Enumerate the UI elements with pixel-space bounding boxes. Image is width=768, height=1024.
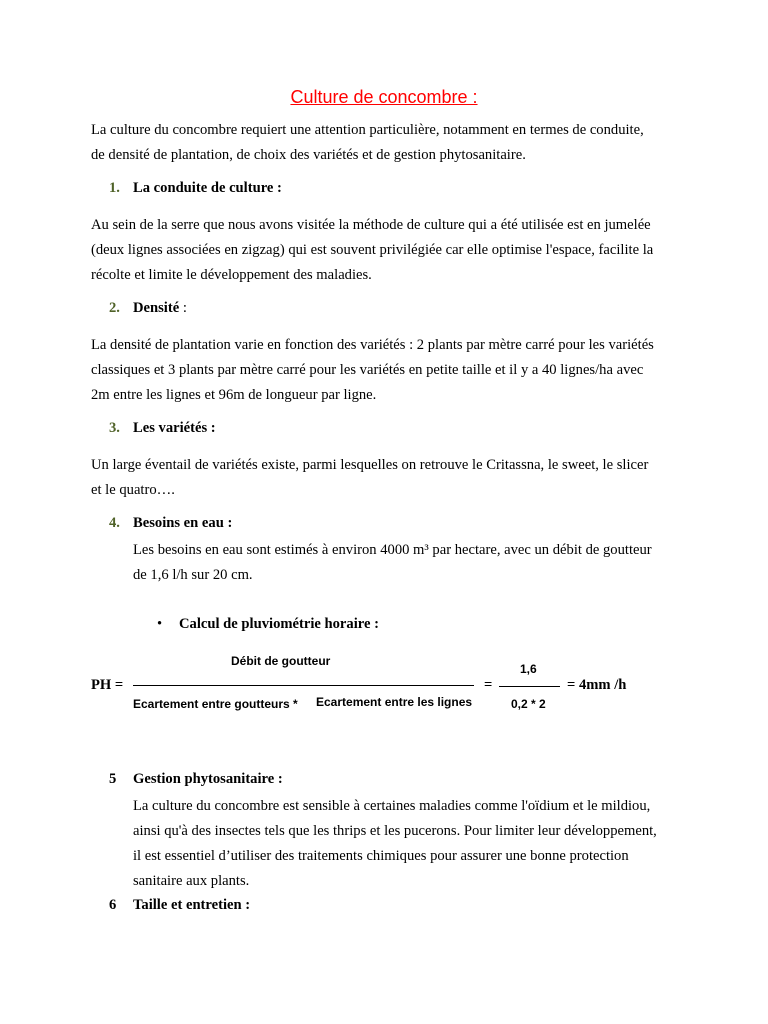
section-4-number: 4. — [109, 515, 120, 531]
section-2-number: 2. — [109, 300, 120, 316]
section-1-label: La conduite de culture : — [133, 180, 282, 196]
section-3-label: Les variétés : — [133, 420, 216, 436]
formula-value-numerator: 1,6 — [520, 662, 537, 676]
section-5-text: La culture du concombre est sensible à certaines maladies comme l'oïdium et le mildiou, ainsi qu'à des insectes tels que les thrips et les pucerons. Pour limiter leur développement, il est essentiel d’utiliser des traitements chimiques pour assurer une bonne protection sanitaire aux plants. — [133, 798, 657, 889]
pluviometry-bullet — [157, 616, 379, 633]
section-4-heading — [109, 515, 232, 532]
formula-result: = 4mm /h — [567, 677, 627, 693]
section-5-heading — [109, 771, 283, 788]
section-2-colon: : — [179, 300, 187, 316]
formula-equals: = — [484, 677, 493, 693]
formula-fraction-bar — [133, 685, 474, 686]
formula-value-denominator: 0,2 * 2 — [511, 697, 546, 711]
pluviometry-label: Calcul de pluviométrie horaire : — [179, 616, 379, 632]
section-3-number: 3. — [109, 420, 120, 436]
section-6-heading — [109, 897, 250, 914]
document-title: Culture de concombre : — [290, 87, 478, 107]
section-1-heading — [109, 180, 282, 197]
formula-denominator-1: Ecartement entre goutteurs * — [133, 697, 298, 711]
section-6-label: Taille et entretien : — [133, 897, 251, 913]
section-3-heading — [109, 420, 216, 437]
formula-denominator-2: Ecartement entre les lignes — [316, 695, 473, 709]
section-2-heading — [109, 300, 187, 317]
section-5-number: 5 — [109, 771, 117, 787]
section-1-number: 1. — [109, 180, 120, 196]
section-1-text: Au sein de la serre que nous avons visitée la méthode de culture qui a été utilisée est en jumelée (deux lignes associées en zigzag) qui est souvent privilégiée car elle optimise l'espace, facilite la récolte et limite le développement des maladies. — [91, 217, 654, 283]
section-4-label: Besoins en eau : — [133, 515, 233, 531]
formula-numerator: Débit de goutteur — [231, 654, 331, 668]
bullet-dot: • — [157, 616, 163, 632]
intro-paragraph: La culture du concombre requiert une attention particulière, notamment en termes de conduite, de densité de plantation, de choix des variétés et de gestion phytosanitaire. — [91, 122, 644, 163]
section-6-number: 6 — [109, 897, 117, 913]
section-2-text: La densité de plantation varie en fonction des variétés : 2 plants par mètre carré pour les variétés classiques et 3 plants par mètre carré pour les variétés en petite taille et il y a 40 lignes/ha avec 2m entre les lignes et 96m de longueur par ligne. — [91, 337, 654, 403]
section-2-label: Densité — [133, 300, 180, 316]
formula-lhs: PH = — [91, 677, 124, 693]
section-3-text: Un large éventail de variétés existe, parmi lesquelles on retrouve le Critassna, le sweet, le slicer et le quatro…. — [91, 457, 649, 498]
formula-value-bar — [499, 686, 560, 687]
section-5-label: Gestion phytosanitaire : — [133, 771, 283, 787]
section-4-text: Les besoins en eau sont estimés à environ 4000 m³ par hectare, avec un débit de goutteur de 1,6 l/h sur 20 cm. — [133, 542, 652, 583]
